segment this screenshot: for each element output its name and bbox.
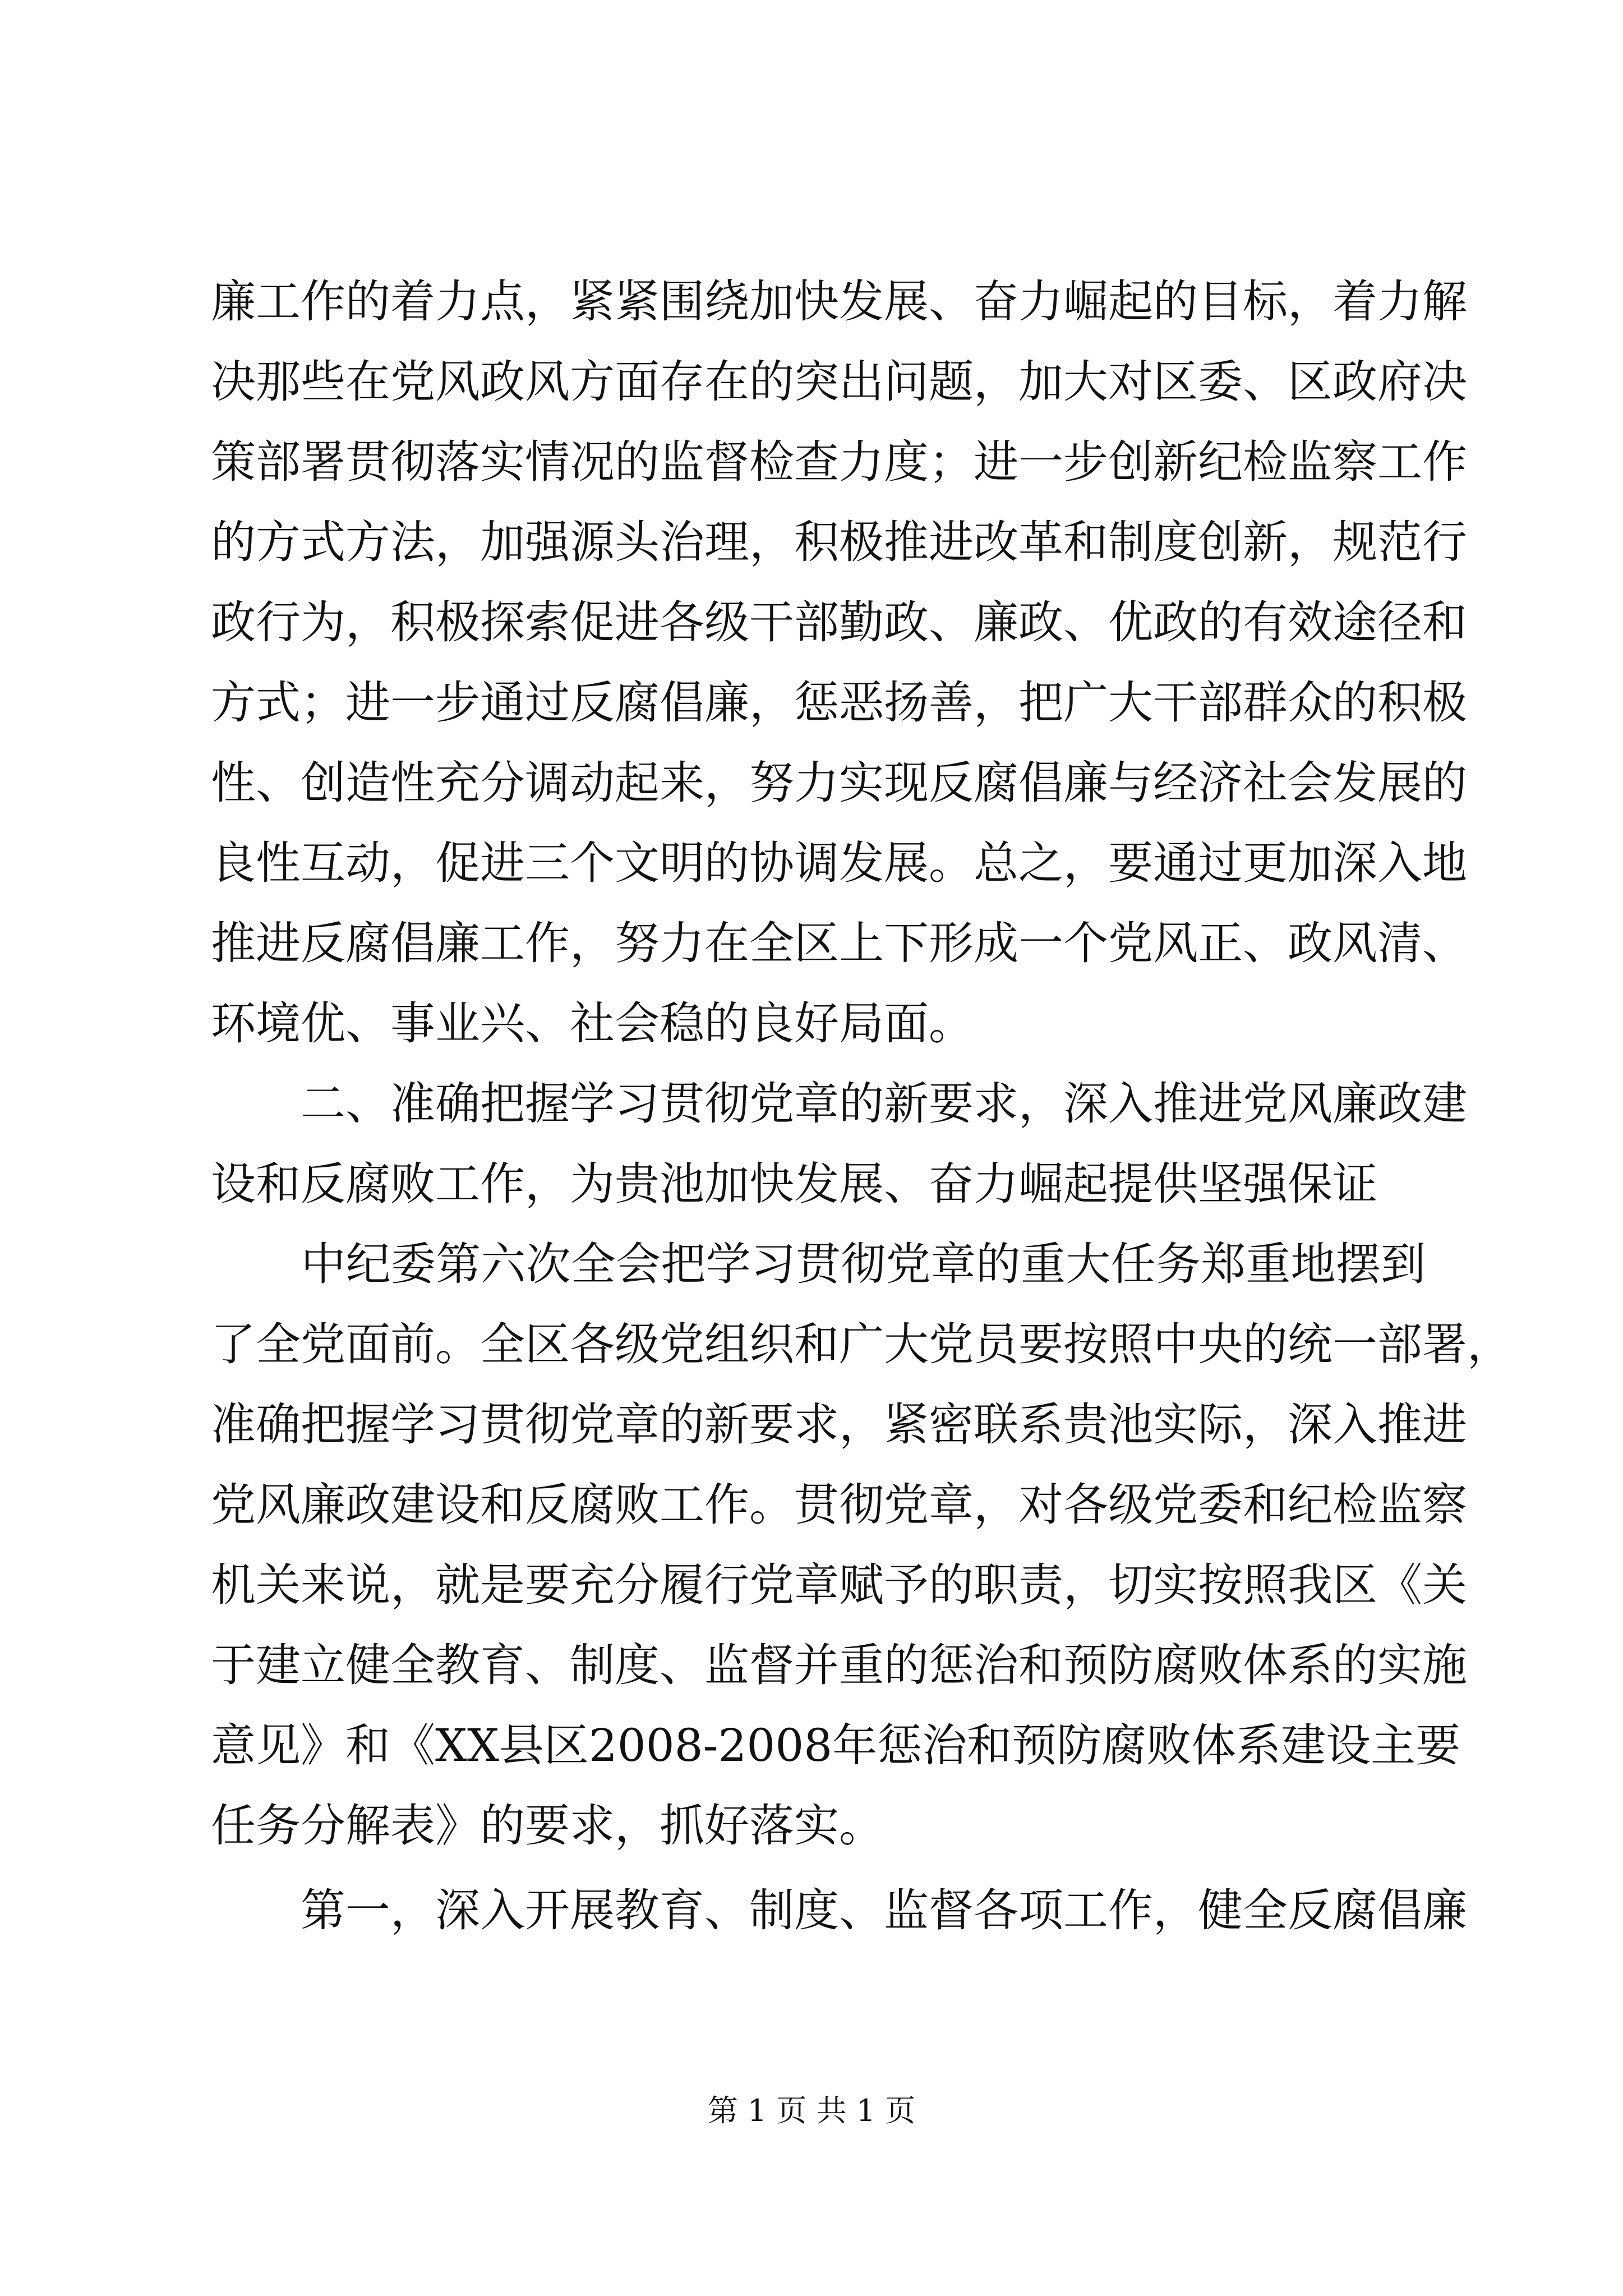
text-line: 性、创造性充分调动起来，努力实现反腐倡廉与经济社会发展的: [211, 757, 1467, 809]
text-line: 中纪委第六次全会把学习贯彻党章的重大任务郑重地摆到: [211, 1238, 1426, 1290]
text-line: 环境优、事业兴、社会稳的良好局面。: [211, 997, 974, 1050]
text-line: 方式；进一步通过反腐倡廉，惩恶扬善，把广大干部群众的积极: [211, 677, 1467, 729]
section-heading-line: 二、准确把握学习贯彻党章的新要求，深入推进党风廉政建: [211, 1078, 1467, 1130]
page-footer: 第 1 页 共 1 页: [707, 2093, 916, 2128]
body-text: [211, 261, 1512, 1950]
text-line: 良性互动，促进三个文明的协调发展。总之，要通过更加深入地: [211, 837, 1467, 889]
text-line: 的方式方法，加强源头治理，积极推进改革和制度创新，规范行: [211, 516, 1467, 568]
text-line: 党风廉政建设和反腐败工作。贯彻党章，对各级党委和纪检监察: [211, 1479, 1467, 1531]
text-line: 意见》和《XX县区2008-2008年惩治和预防腐败体系建设主要: [211, 1719, 1461, 1772]
text-line: 任务分解表》的要求，抓好落实。: [211, 1800, 884, 1852]
text-line: 廉工作的着力点，紧紧围绕加快发展、奋力崛起的目标，着力解: [211, 275, 1467, 328]
text-line: 机关来说，就是要充分履行党章赋予的职责，切实按照我区《关: [211, 1559, 1467, 1611]
text-line: 政行为，积极探索促进各级干部勤政、廉政、优政的有效途径和: [211, 596, 1467, 648]
text-line: 于建立健全教育、制度、监督并重的惩治和预防腐败体系的实施: [211, 1639, 1467, 1691]
text-line: 第一，深入开展教育、制度、监督各项工作，健全反腐倡廉: [211, 1884, 1467, 1936]
text-line: 准确把握学习贯彻党章的新要求，紧密联系贵池实际，深入推进: [211, 1398, 1467, 1451]
text-line: 策部署贯彻落实情况的监督检查力度；进一步创新纪检监察工作: [211, 436, 1467, 488]
section-heading-line: 设和反腐败工作，为贵池加快发展、奋力崛起提供坚强保证: [211, 1158, 1377, 1210]
text-line: 推进反腐倡廉工作，努力在全区上下形成一个党风正、政风清、: [211, 917, 1467, 969]
text-line: 决那些在党风政风方面存在的突出问题，加大对区委、区政府决: [211, 356, 1467, 408]
text-line: 了全党面前。全区各级党组织和广大党员要按照中央的统一部署，: [211, 1318, 1512, 1370]
